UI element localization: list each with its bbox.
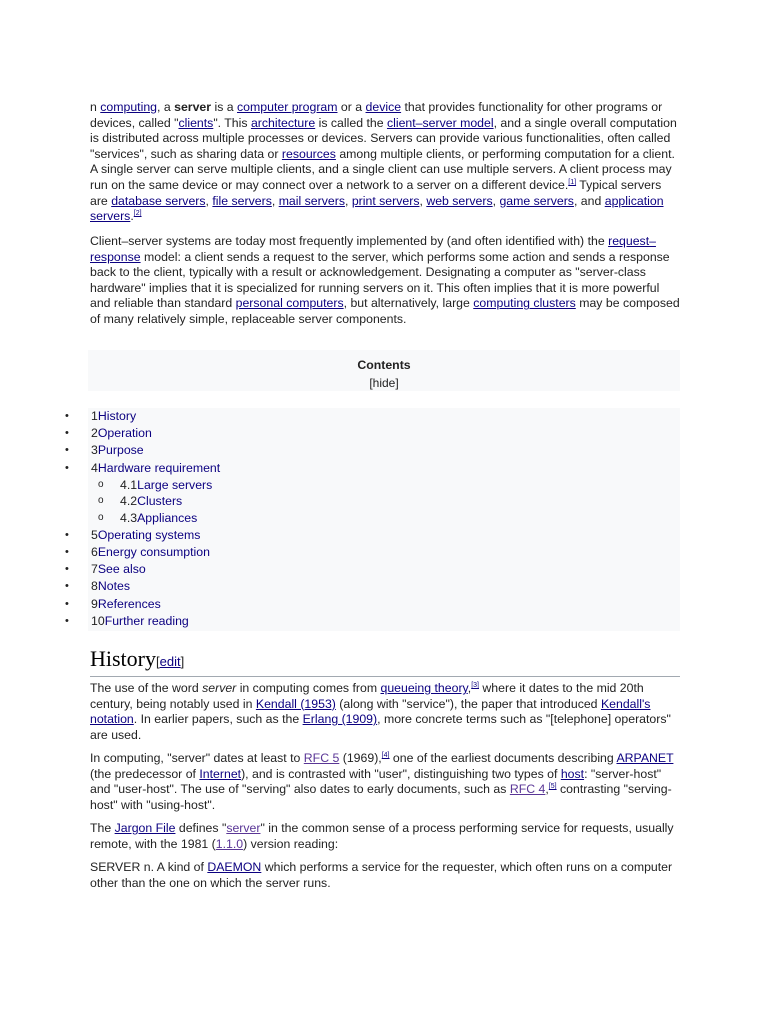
- bullet-icon: •: [65, 563, 69, 576]
- history-paragraph-2: In computing, "server" dates at least to RFC 5 (1969),[4] one of the earliest documents describing ARPANET (the predecessor of Internet), and is contrasted with "user", distinguishing two types of host: "server-host" and "user-host". The use of "serving" also dates to early documents, such as RFC 4,[5] contrasting "serving-host" with "using-host".: [90, 751, 674, 812]
- history-paragraph-1: The use of the word server in computing comes from queueing theory,[3] where it dates to the mid 20th century, being notably used in Kendall (1953) (along with "service"), the paper that introduced Kendall's notation. In earlier papers, such as the Erlang (1909), more concrete terms such as "[telephone] operators" are used.: [90, 681, 671, 742]
- link-device[interactable]: device: [365, 100, 402, 114]
- link-application-servers[interactable]: application servers: [90, 193, 664, 224]
- toc-item-appliances[interactable]: o 4.3Appliances: [98, 511, 198, 526]
- history-quote: SERVER n. A kind of DAEMON which performs a service for the requester, which often runs on a computer other than the one on which the server runs.: [90, 860, 673, 890]
- bold-server: server: [174, 100, 212, 114]
- toc-item-purpose[interactable]: • 3Purpose: [88, 442, 680, 459]
- link-clients[interactable]: clients: [178, 115, 214, 130]
- link-personal-computers[interactable]: personal computers: [235, 296, 344, 311]
- link-architecture[interactable]: architecture: [250, 115, 316, 130]
- section-title: History: [90, 646, 156, 671]
- link-mail-servers[interactable]: mail servers: [278, 193, 345, 208]
- toc-hide-toggle[interactable]: [hide]: [369, 376, 399, 390]
- link-computing-clusters[interactable]: computing clusters: [473, 296, 576, 311]
- bullet-icon: •: [65, 410, 69, 422]
- link-internet[interactable]: Internet: [199, 766, 242, 781]
- bullet-icon: •: [65, 597, 69, 610]
- bullet-icon: •: [65, 614, 69, 627]
- toc-item-operating-systems[interactable]: • 5Operating systems: [88, 527, 680, 544]
- toc-header: [88, 350, 680, 391]
- toc-item-references[interactable]: • 9References: [88, 596, 680, 613]
- italic-server: server: [202, 681, 237, 695]
- link-queueing-theory[interactable]: queueing theory: [380, 681, 468, 695]
- toc-item-large-servers[interactable]: o 4.1Large servers: [98, 477, 213, 492]
- bullet-icon: •: [65, 427, 69, 440]
- link-game-servers[interactable]: game servers: [499, 193, 574, 208]
- ref-2[interactable]: [2]: [133, 210, 142, 218]
- link-rfc-4[interactable]: RFC 4: [509, 782, 546, 797]
- ref-1[interactable]: [1]: [568, 178, 577, 186]
- link-rfc-5[interactable]: RFC 5: [303, 751, 340, 765]
- intro-paragraph-1: n computing, a server is a computer program or a device that provides functionality for other programs or devices, called "clients". This architecture is called the client–server model, and a single overall computation is distributed across multiple processes or devices. Servers can provide various functionalities, often called "services", such as sharing data or resources among multiple clients, or performing computation for a client. A single server can serve multiple clients, and a single client can use multiple servers. A client process may run on the same device or may connect over a network to a server on a different device.[1] Typical servers are database servers, file servers, mail servers, print servers, web servers, game servers, and application servers.[2]: [90, 100, 677, 224]
- sub-bullet-icon: o: [98, 495, 104, 507]
- link-version-1-1-0[interactable]: 1.1.0: [215, 836, 244, 851]
- toc-item-see-also[interactable]: • 7See also: [88, 561, 680, 578]
- link-computer-program[interactable]: computer program: [237, 100, 338, 114]
- link-host[interactable]: host: [560, 766, 585, 781]
- link-arpanet[interactable]: ARPANET: [616, 751, 674, 765]
- bullet-icon: •: [65, 580, 69, 593]
- link-kendall-1953[interactable]: Kendall (1953): [255, 696, 336, 711]
- link-client-server-model[interactable]: client–server model: [386, 115, 494, 130]
- toc-title: Contents: [357, 358, 411, 372]
- link-resources[interactable]: resources: [281, 146, 336, 161]
- toc-item-energy-consumption[interactable]: • 6Energy consumption: [88, 544, 680, 561]
- link-server-jargon[interactable]: server: [226, 821, 261, 835]
- ref-4[interactable]: [4]: [381, 751, 390, 759]
- link-web-servers[interactable]: web servers: [426, 193, 493, 208]
- link-computing[interactable]: computing: [100, 100, 158, 114]
- bullet-icon: •: [65, 546, 69, 558]
- link-file-servers[interactable]: file servers: [212, 193, 272, 208]
- bullet-icon: •: [65, 461, 69, 474]
- toc-item-further-reading[interactable]: • 10Further reading: [88, 613, 680, 630]
- link-daemon[interactable]: DAEMON: [207, 860, 262, 874]
- toc-item-clusters[interactable]: o 4.2Clusters: [98, 494, 183, 509]
- intro-paragraph-2: Client–server systems are today most frequently implemented by (and often identified with) the request–response model: a client sends a request to the server, which performs some action and sends a response back to the client, typically with a result or acknowledgement. Designating a computer as "server-class hardware" implies that it is specialized for running servers on it. This often implies that it is more powerful and reliable than standard personal computers, but alternatively, large computing clusters may be composed of many relatively simple, replaceable server components.: [90, 234, 680, 326]
- link-erlang-1909[interactable]: Erlang (1909): [302, 712, 378, 727]
- toc-item-hardware-requirement[interactable]: • 4Hardware requirement: [88, 460, 680, 477]
- history-heading: [90, 646, 680, 677]
- edit-section: [edit]: [156, 654, 185, 669]
- history-paragraph-3: The Jargon File defines "server" in the common sense of a process performing service for requests, usually remote, with the 1981 (1.1.0) version reading:: [90, 821, 674, 851]
- sub-bullet-icon: o: [98, 512, 104, 524]
- toc-item-operation[interactable]: • 2Operation: [88, 425, 680, 442]
- link-kendalls-notation[interactable]: Kendall's notation: [90, 696, 651, 727]
- bullet-icon: •: [65, 444, 69, 457]
- ref-3[interactable]: [3]: [471, 681, 479, 689]
- ref-5[interactable]: [5]: [548, 783, 557, 791]
- toc-item-history[interactable]: • 1History: [88, 408, 680, 425]
- link-request-response[interactable]: request–response: [90, 234, 656, 264]
- link-jargon-file[interactable]: Jargon File: [114, 821, 176, 835]
- bullet-icon: •: [65, 528, 69, 541]
- edit-link[interactable]: edit: [159, 654, 181, 669]
- sub-bullet-icon: o: [98, 478, 104, 490]
- toc-item-notes[interactable]: • 8Notes: [88, 578, 680, 595]
- toc-list: [65, 408, 680, 631]
- link-database-servers[interactable]: database servers: [111, 193, 206, 208]
- link-print-servers[interactable]: print servers: [351, 193, 420, 208]
